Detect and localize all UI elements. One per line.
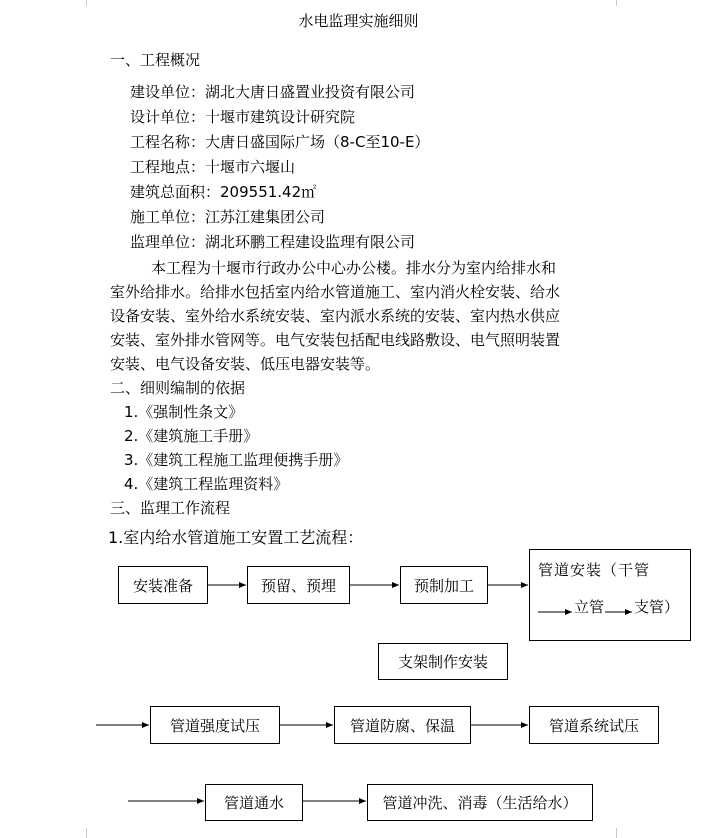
pipe-install-branch: 支管）: [634, 598, 680, 616]
flow-step-flush-disinfect: 管道冲洗、消毒（生活给水）: [367, 784, 593, 821]
info-label: 建设单位：: [130, 83, 206, 101]
info-value: 大唐日盛国际广场（8-C至10-E）: [205, 133, 430, 151]
flow-step-strength-test: 管道强度试压: [150, 706, 280, 744]
flow-step-system-test: 管道系统试压: [529, 706, 659, 744]
paragraph-line: 本工程为十堰市行政办公中心办公楼。排水分为室内给排水和: [151, 259, 557, 277]
info-label: 建筑总面积：: [130, 183, 221, 201]
paragraph-line: 安装、室外排水管网等。电气安装包括配电线路敷设、电气照明装置: [110, 331, 561, 349]
flow-step-water-flow: 管道通水: [205, 784, 303, 821]
section-heading: 一、工程概况: [110, 51, 201, 69]
info-value: 湖北大唐日盛置业投资有限公司: [205, 83, 416, 101]
info-value: 十堰市建筑设计研究院: [205, 108, 356, 126]
flow-step-reserve-embed: 预留、预埋: [247, 566, 350, 604]
section-heading: 三、监理工作流程: [110, 499, 231, 517]
info-label: 设计单位：: [130, 108, 206, 126]
reference-item: 3.《建筑工程施工监理便携手册》: [124, 451, 349, 469]
info-value: 十堰市六堰山: [205, 158, 296, 176]
paragraph-line: 室外给排水。给排水包括室内给水管道施工、室内消火栓安装、给水: [110, 283, 561, 301]
info-value: 江苏江建集团公司: [205, 208, 326, 226]
pipe-install-riser: 立管: [574, 598, 605, 616]
info-value: 湖北环鹏工程建设监理有限公司: [205, 233, 416, 251]
info-value: 209551.42㎡: [220, 183, 317, 201]
flow-step-anticorrosion: 管道防腐、保温: [334, 706, 471, 744]
section-heading: 二、细则编制的依据: [110, 379, 246, 397]
flow-step-support-fabrication: 支架制作安装: [378, 643, 508, 680]
flow-step-install-prep: 安装准备: [118, 566, 208, 604]
reference-item: 2.《建筑施工手册》: [124, 427, 259, 445]
reference-item: 4.《建筑工程监理资料》: [124, 475, 289, 493]
info-label: 工程名称：: [130, 133, 206, 151]
reference-item: 1.《强制性条文》: [124, 403, 244, 421]
flow-subheading: 1.室内给水管道施工安置工艺流程：: [108, 528, 364, 547]
paragraph-line: 设备安装、室外给水系统安装、室内派水系统的安装、室内热水供应: [110, 307, 561, 325]
info-label: 施工单位：: [130, 208, 206, 226]
flow-step-prefab: 预制加工: [400, 566, 488, 604]
info-label: 监理单位：: [130, 233, 206, 251]
document-title: 水电监理实施细则: [298, 12, 419, 30]
paragraph-line: 安装、电气设备安装、低压电器安装等。: [110, 355, 381, 373]
pipe-install-text: 管道安装（干管: [538, 561, 651, 579]
info-label: 工程地点：: [130, 158, 206, 176]
